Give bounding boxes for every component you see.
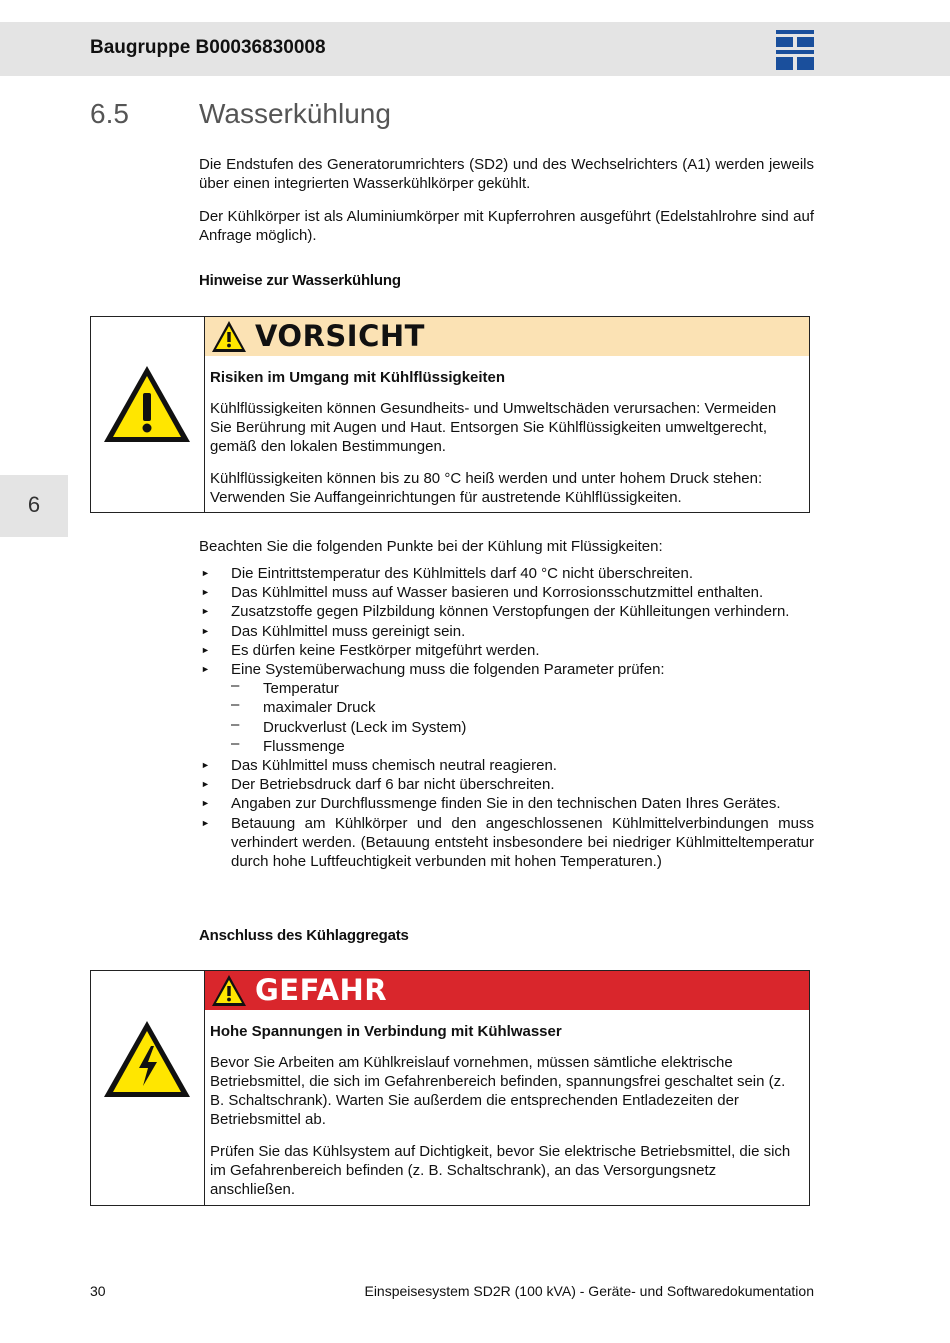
list-item: ► Das Kühlmittel muss chemisch neutral reagieren. <box>201 757 557 775</box>
bullet-icon: ► <box>201 568 210 578</box>
caution-text-2: Kühlflüssigkeiten können bis zu 80 °C heiß werden und unter hohem Druck stehen: Verwenden Sie Auffangeinrichtungen für austretende Kühlflüssigkeiten. <box>210 470 763 506</box>
caution-text-1: Kühlflüssigkeiten können Gesundheits- und Umweltschäden verursachen: Vermeiden Sie Berührung mit Augen und Haut. Entsorgen Sie Kühlflüssigkeiten umweltgerecht, gemäß den lokalen Bestimmungen. <box>210 400 777 455</box>
document-title: Einspeisesystem SD2R (100 kVA) - Geräte- und Softwaredokumentation <box>364 1283 814 1299</box>
list-item: ► Betauung am Kühlkörper und den angeschlossenen Kühlmittelverbindungen muss verhindert werden. (Betauung entsteht insbesondere bei niedriger Kühlmitteltemperatur durch hohe Luftfeuchtigkeit verbunden mit hohen Temperaturen.) <box>201 814 814 871</box>
small-warning-icon <box>211 320 247 353</box>
monitoring-parameters-list <box>231 679 814 756</box>
warning-triangle-icon <box>101 363 193 445</box>
danger-heading: Hohe Spannungen in Verbindung mit Kühlwasser <box>210 1023 562 1040</box>
caution-signal-word: VORSICHT <box>255 319 425 353</box>
list-item: ► Das Kühlmittel muss gereinigt sein. <box>201 622 466 640</box>
subheading-cooling-notes: Hinweise zur Wasserkühlung <box>199 272 401 289</box>
chapter-tab <box>0 475 68 537</box>
dash-icon: – <box>231 696 240 714</box>
list-intro: Beachten Sie die folgenden Punkte bei der Kühlung mit Flüssigkeiten: <box>199 538 663 555</box>
list-item: ► Eine Systemüberwachung muss die folgenden Parameter prüfen: – Temperatur – maximaler Druck – Druckverlust (Leck im System) – Flussmenge <box>199 660 814 756</box>
bullet-icon: ► <box>201 664 210 675</box>
sub-list-item: – Flussmenge <box>231 734 345 755</box>
cooling-requirements-list <box>199 564 814 871</box>
list-item: ► Zusatzstoffe gegen Pilzbildung können Verstopfungen der Kühlleitungen verhindern. <box>201 603 790 621</box>
section-number: 6.5 <box>90 98 129 129</box>
caution-box <box>90 316 810 513</box>
danger-banner <box>205 971 809 1010</box>
intro-paragraph-1: Die Endstufen des Generatorumrichters (SD2) und des Wechselrichters (A1) werden jeweils über einen integrierten Wasserkühlkörper gekühlt. <box>199 156 814 192</box>
danger-icon-column <box>91 971 205 1205</box>
danger-signal-word: GEFAHR <box>255 973 388 1007</box>
section-title: Wasserkühlung <box>199 98 391 129</box>
caution-banner <box>205 317 809 356</box>
dash-icon: – <box>231 734 240 752</box>
page-number: 30 <box>90 1283 106 1299</box>
company-logo <box>776 30 814 70</box>
caution-heading: Risiken im Umgang mit Kühlflüssigkeiten <box>210 369 506 386</box>
list-item: ► Angaben zur Durchflussmenge finden Sie in den technischen Daten Ihres Gerätes. <box>201 795 781 813</box>
header-title: Baugruppe B00036830008 <box>90 37 326 58</box>
danger-box <box>90 970 810 1206</box>
bullet-icon: ► <box>201 644 210 655</box>
bullet-icon: ► <box>201 587 210 598</box>
danger-text-1: Bevor Sie Arbeiten am Kühlkreislauf vornehmen, müssen sämtliche elektrische Betriebsmittel, die sich im Gefahrenbereich befinden, spannungsfrei geschaltet sein (z. B. Schaltschrank). Warten Sie außerdem die entsprechenden Entladezeiten der Betriebsmittel ab. <box>210 1054 786 1128</box>
danger-text-2: Prüfen Sie das Kühlsystem auf Dichtigkeit, bevor Sie elektrische Betriebsmittel, die sich im Gefahrenbereich befinden (z. B. Schaltschrank), an das Versorgungsnetz anschließen. <box>210 1143 791 1198</box>
bullet-icon: ► <box>201 606 210 617</box>
list-item: ► Das Kühlmittel muss auf Wasser basieren und Korrosionsschutzmittel enthalten. <box>201 584 764 602</box>
small-warning-icon <box>211 974 247 1007</box>
sub-list-item: – Temperatur <box>231 677 339 698</box>
caution-icon-column <box>91 317 205 512</box>
page-header <box>0 22 950 76</box>
dash-icon: – <box>231 677 240 695</box>
list-item: ► Die Eintrittstemperatur des Kühlmittels darf 40 °C nicht überschreiten. <box>201 565 694 582</box>
list-item: ► Der Betriebsdruck darf 6 bar nicht überschreiten. <box>201 776 555 794</box>
bullet-icon: ► <box>201 779 210 790</box>
bullet-icon: ► <box>201 625 210 636</box>
bullet-icon: ► <box>201 798 210 809</box>
sub-list-item: – maximaler Druck <box>231 696 376 717</box>
subheading-cooling-unit-connection: Anschluss des Kühlaggregats <box>199 927 409 944</box>
list-item: ► Es dürfen keine Festkörper mitgeführt werden. <box>201 641 540 659</box>
intro-paragraph-2: Der Kühlkörper ist als Aluminiumkörper mit Kupferrohren ausgeführt (Edelstahlrohre sind auf Anfrage möglich). <box>199 208 814 244</box>
dash-icon: – <box>231 715 240 733</box>
bullet-icon: ► <box>201 817 210 828</box>
sub-list-item: – Druckverlust (Leck im System) <box>231 715 467 736</box>
bullet-icon: ► <box>201 760 210 771</box>
high-voltage-icon <box>101 1018 193 1100</box>
chapter-number: 6 <box>27 492 41 517</box>
